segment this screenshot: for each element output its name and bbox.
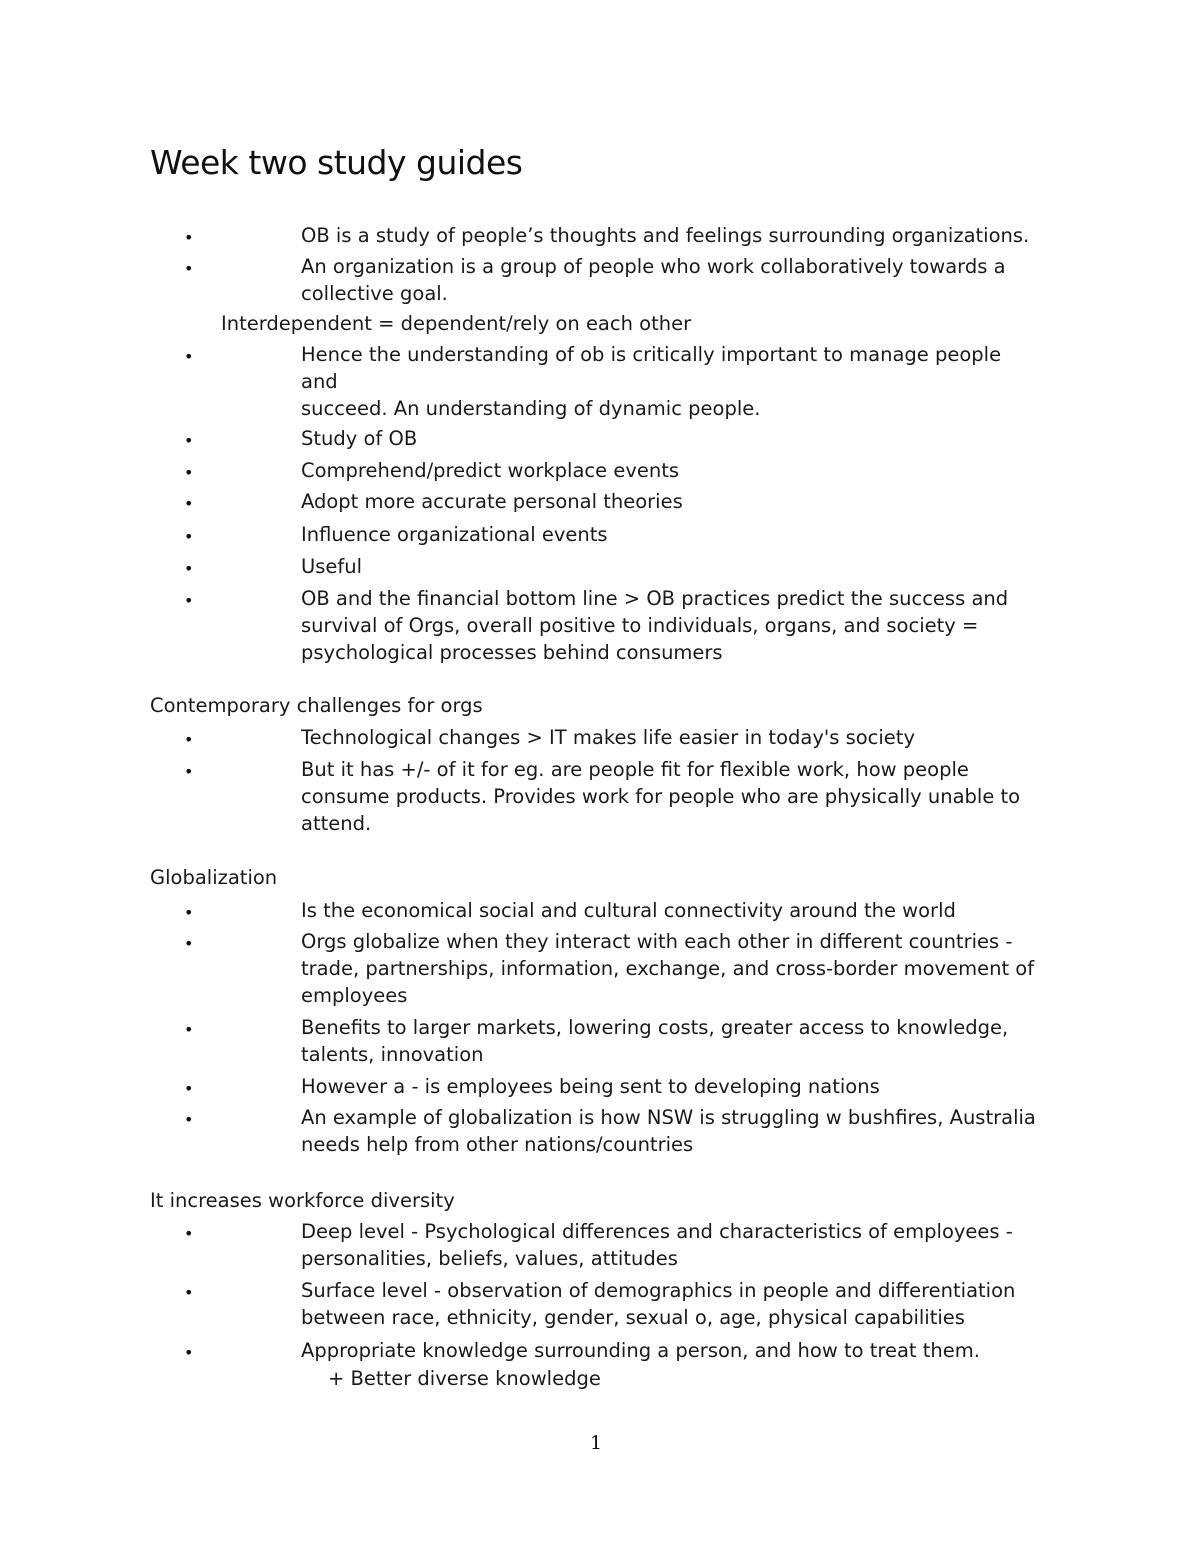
list-item-line: Surface level - observation of demographics in people and differentiation	[301, 1279, 1016, 1302]
page-number: 1	[590, 1432, 603, 1454]
bullet-glyph: •	[184, 591, 194, 610]
list-item-line: consume products. Provides work for people who are physically unable to	[301, 785, 1021, 808]
list-item-line: survival of Orgs, overall positive to individuals, organs, and society =	[301, 614, 979, 637]
list-item	[301, 253, 1041, 307]
list-item-line: OB and the financial bottom line > OB practices predict the success and	[301, 587, 1009, 610]
list-item	[301, 756, 1041, 837]
bullet-glyph: •	[184, 762, 194, 781]
list-item-line: psychological processes behind consumers	[301, 641, 723, 664]
bullet-glyph: •	[184, 228, 194, 247]
list-item-line: Adopt more accurate personal theories	[301, 490, 683, 513]
list-item	[301, 897, 1041, 924]
list-item	[301, 1014, 1041, 1068]
list-item-line: An example of globalization is how NSW is struggling w bushfires, Australia	[301, 1106, 1036, 1129]
bullet-glyph: •	[184, 1110, 194, 1129]
list-item-line: employees	[301, 984, 408, 1007]
list-item-line: However a - is employees being sent to developing nations	[301, 1075, 880, 1098]
bullet-glyph: •	[184, 494, 194, 513]
section-heading: Globalization	[150, 866, 278, 889]
list-item-line: collective goal.	[301, 282, 448, 305]
list-item-line: needs help from other nations/countries	[301, 1133, 694, 1156]
bullet-glyph: •	[184, 259, 194, 278]
bullet-glyph: •	[184, 527, 194, 546]
list-item	[301, 222, 1041, 249]
list-item	[301, 488, 1041, 515]
bullet-glyph: •	[184, 347, 194, 366]
bullet-glyph: •	[184, 559, 194, 578]
document-title: Week two study guides	[150, 143, 523, 182]
list-item	[301, 1337, 1041, 1364]
list-item	[301, 553, 1041, 580]
list-item-line: Influence organizational events	[301, 523, 608, 546]
list-item-line: Deep level - Psychological differences and characteristics of employees -	[301, 1220, 1013, 1243]
list-item	[301, 928, 1041, 1009]
list-item-line: Comprehend/predict workplace events	[301, 459, 680, 482]
list-item-line: Is the economical social and cultural connectivity around the world	[301, 899, 956, 922]
section-heading: Contemporary challenges for orgs	[150, 694, 483, 717]
list-item-line: Benefits to larger markets, lowering costs, greater access to knowledge,	[301, 1016, 1009, 1039]
list-item	[301, 1218, 1041, 1272]
bullet-glyph: •	[184, 463, 194, 482]
list-item-line: personalities, beliefs, values, attitudes	[301, 1247, 678, 1270]
list-item-line: OB is a study of people’s thoughts and feelings surrounding organizations.	[301, 224, 1030, 247]
list-item-line: talents, innovation	[301, 1043, 484, 1066]
list-item-line: An organization is a group of people who work collaboratively towards a	[301, 255, 1006, 278]
list-item	[301, 521, 1041, 548]
bullet-glyph: •	[184, 1020, 194, 1039]
bullet-glyph: •	[184, 730, 194, 749]
bullet-glyph: •	[184, 1224, 194, 1243]
bullet-glyph: •	[184, 934, 194, 953]
list-item-line: Appropriate knowledge surrounding a person, and how to treat them.	[301, 1339, 980, 1362]
list-item-line: But it has +/- of it for eg. are people fit for flexible work, how people	[301, 758, 969, 781]
list-item-line: Hence the understanding of ob is critically important to manage people and	[301, 343, 1002, 393]
bullet-glyph: •	[184, 1079, 194, 1098]
list-item	[301, 425, 1041, 452]
bullet-glyph: •	[184, 1283, 194, 1302]
list-item-line: between race, ethnicity, gender, sexual o, age, physical capabilities	[301, 1306, 965, 1329]
list-item-line: trade, partnerships, information, exchange, and cross-border movement of	[301, 957, 1035, 980]
list-item-line: Orgs globalize when they interact with each other in different countries -	[301, 930, 1013, 953]
bullet-glyph: •	[184, 1343, 194, 1362]
list-item	[301, 1277, 1041, 1331]
list-item-line: Useful	[301, 555, 363, 578]
list-item-line: Technological changes > IT makes life easier in today's society	[301, 726, 915, 749]
list-item	[301, 585, 1041, 666]
list-item-line: succeed. An understanding of dynamic people.	[301, 397, 761, 420]
section-heading: It increases workforce diversity	[150, 1189, 455, 1212]
list-item	[301, 724, 1041, 751]
list-item	[301, 1073, 1041, 1100]
list-item-line: Study of OB	[301, 427, 418, 450]
list-item	[301, 457, 1041, 484]
sub-note: + Better diverse knowledge	[328, 1367, 601, 1390]
bullet-glyph: •	[184, 431, 194, 450]
list-item	[301, 1104, 1041, 1158]
list-item-line: attend.	[301, 812, 372, 835]
bullet-glyph: •	[184, 903, 194, 922]
list-item	[301, 341, 1041, 422]
interdependent-note: Interdependent = dependent/rely on each other	[221, 312, 692, 335]
